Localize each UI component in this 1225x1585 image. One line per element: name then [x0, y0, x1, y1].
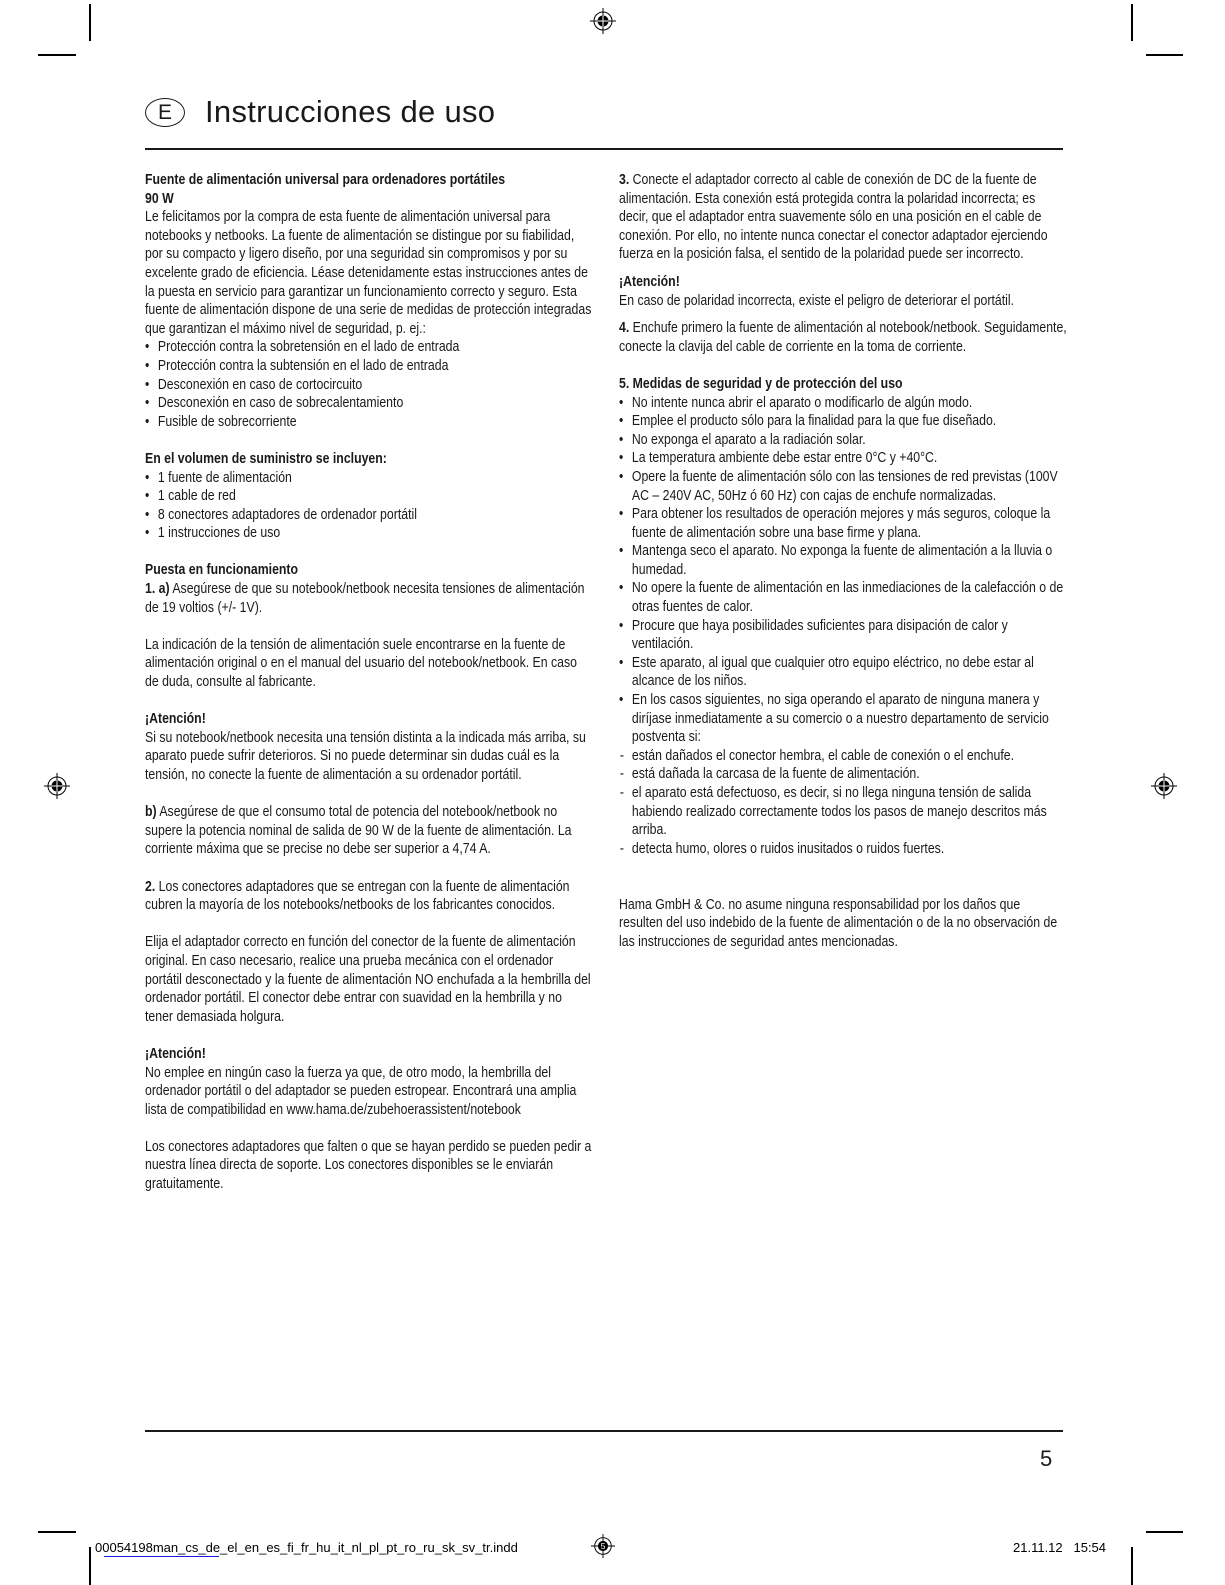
attention-text: Si su notebook/netbook necesita una tensión distinta a la indicada más arriba, su aparato puede sufrir deterioros. Si no puede determinar sin dudas cuál es la tensión, no conecte la fuente de alimentación a su ordenador portátil.: [145, 729, 586, 783]
crop-mark-top-left-horizontal: [38, 54, 76, 56]
step-2-text: Los conectores adaptadores que se entregan con la fuente de alimentación cubren la mayoría de los notebooks/netbooks de los fabricantes conocidos.: [145, 878, 570, 914]
list-item: • 8 conectores adaptadores de ordenador portátil: [145, 506, 593, 525]
step-1b-text: Asegúrese de que el consumo total de potencia del notebook/netbook no supere la potencia nominal de salida de 90 W de la fuente de alimentación. La corriente máxima que se precise no debe ser superior a 4,74 A.: [145, 804, 572, 858]
page-header: [145, 92, 495, 132]
intro-heading-line1: Fuente de alimentación universal para ordenadores portátiles: [145, 172, 506, 188]
list-item: • No intente nunca abrir el aparato o modificarlo de algún modo.: [619, 394, 1067, 413]
list-item: • En los casos siguientes, no siga operando el aparato de ninguna manera y diríjase inmediatamente a su comercio o a nuestro departamento de servicio postventa si:: [619, 691, 1067, 747]
footer-rule: [145, 1430, 1063, 1432]
missing-connectors-paragraph: Los conectores adaptadores que falten o que se hayan perdido se pueden pedir a nuestra línea directa de soporte. Los conectores disponibles se le enviarán gratuitamente.: [145, 1138, 592, 1193]
registration-page-number: 5: [600, 1541, 606, 1552]
attention-heading: ¡Atención!: [145, 711, 206, 728]
step-1b: [145, 803, 593, 859]
crop-mark-bottom-left-vertical: [89, 1547, 91, 1585]
crop-mark-bottom-right-vertical: [1131, 1547, 1133, 1585]
list-item: • La temperatura ambiente debe estar entre 0°C y +40°C.: [619, 449, 1067, 468]
crop-mark-top-right-vertical: [1131, 4, 1133, 41]
list-item: - detecta humo, olores o ruidos inusitados o ruidos fuertes.: [619, 840, 1067, 859]
step-4-label: 4.: [619, 320, 630, 337]
list-item: - están dañados el conector hembra, el cable de conexión o el enchufe.: [619, 747, 1067, 766]
language-badge: E: [145, 98, 185, 127]
page-number: 5: [1040, 1446, 1053, 1471]
fault-conditions-list: [619, 747, 1067, 859]
intro-heading-line2: 90 W: [145, 190, 174, 207]
list-item: • 1 cable de red: [145, 487, 593, 506]
attention-text: No emplee en ningún caso la fuerza ya que, de otro modo, la hembrilla del ordenador portátil o del adaptador se pueden estropear. Encontrará una amplia lista de compatibilidad en www.hama.de/zubehoerassistent/notebook: [145, 1064, 577, 1118]
list-item: • Protección contra la sobretensión en el lado de entrada: [145, 338, 593, 357]
list-item: - está dañada la carcasa de la fuente de alimentación.: [619, 765, 1067, 784]
list-item: • Protección contra la subtensión en el lado de entrada: [145, 357, 593, 376]
registration-mark-right-icon: [1151, 773, 1177, 799]
list-item: • Mantenga seco el aparato. No exponga la fuente de alimentación a la lluvia o humedad.: [619, 542, 1067, 579]
list-item: • 1 fuente de alimentación: [145, 469, 593, 488]
protection-features-list: [145, 338, 593, 431]
list-item: • Desconexión en caso de cortocircuito: [145, 376, 593, 395]
step-1b-label: b): [145, 804, 157, 821]
header-rule: [145, 148, 1063, 150]
package-contents-list: [145, 469, 593, 543]
list-item: • Procure que haya posibilidades suficientes para disipación de calor y ventilación.: [619, 617, 1067, 654]
list-item: • Fusible de sobrecorriente: [145, 413, 593, 432]
setup-heading: Puesta en funcionamiento: [145, 562, 299, 579]
list-item: • 1 instrucciones de uso: [145, 524, 593, 543]
adapter-choice-paragraph: Elija el adaptador correcto en función del conector de la fuente de alimentación original. En caso necesario, realice una prueba mecánica con el ordenador portátil desconectado y la fuente de alimentación NO enchufada a la hembrilla del ordenador portátil. El conector debe entrar con suavidad en la hembrilla y no tener demasiada holgura.: [145, 934, 591, 1025]
file-name-text: 00054198man_cs_de_el_en_es_fi_fr_hu_it_nl_pl_pt_ro_ru_sk_sv_tr.indd: [95, 1540, 518, 1555]
registration-mark-top-icon: [590, 8, 616, 34]
list-item: • Opere la fuente de alimentación sólo con las tensiones de red previstas (100V AC – 240V AC, 50Hz ó 60 Hz) con cajas de enchufe normalizadas.: [619, 468, 1067, 505]
step-4: [619, 319, 1067, 356]
attention-heading: ¡Atención!: [619, 273, 680, 290]
crop-mark-bottom-left-horizontal: [38, 1531, 76, 1533]
footer-file-name: [95, 1540, 518, 1555]
footer-date: 21.11.12: [1013, 1540, 1063, 1555]
step-1a-text: Asegúrese de que su notebook/netbook necesita tensiones de alimentación de 19 voltios (+/- 1V).: [145, 581, 585, 616]
intro-heading: [145, 171, 593, 208]
list-item: • Este aparato, al igual que cualquier otro equipo eléctrico, no debe estar al alcance de los niños.: [619, 654, 1067, 691]
left-column: [145, 171, 593, 1194]
list-item: • Desconexión en caso de sobrecalentamiento: [145, 394, 593, 413]
list-item: • Emplee el producto sólo para la finalidad para la que fue diseñado.: [619, 412, 1067, 431]
step-2-label: 2.: [145, 878, 156, 895]
voltage-note: La indicación de la tensión de alimentación suele encontrarse en la fuente de alimentación original o en el manual del usuario del notebook/netbook. En caso de duda, consulte al fabricante.: [145, 636, 577, 691]
step-2: [145, 878, 593, 915]
list-item: - el aparato está defectuoso, es decir, si no llega ninguna tensión de salida habiendo realizado correctamente todos los pasos de manejo descritos más arriba.: [619, 784, 1067, 840]
step-1a: [145, 580, 593, 617]
step-3-text: Conecte el adaptador correcto al cable de conexión de DC de la fuente de alimentación. Esta conexión está protegida contra la polaridad incorrecta; es decir, que el adaptador entra suavemente sólo en una posición en el cable de conexión. Por ello, no intente nunca conectar el conector adaptador ejerciendo fuerza en la posición falsa, el sentido de la polaridad puede ser incorrecto.: [619, 172, 1048, 263]
right-column: [619, 171, 1067, 951]
footer-timestamp: [1013, 1540, 1106, 1555]
disclaimer-paragraph: Hama GmbH & Co. no asume ninguna responsabilidad por los daños que resulten del uso indebido de la fuente de alimentación o de la no observación de las instrucciones de seguridad antes mencionadas.: [619, 896, 1058, 950]
list-item: • No opere la fuente de alimentación en las inmediaciones de la calefacción o de otras fuentes de calor.: [619, 579, 1067, 616]
page-title: Instrucciones de uso: [205, 94, 496, 129]
list-item: • Para obtener los resultados de operación mejores y más seguros, coloque la fuente de alimentación sobre una base firme y plana.: [619, 505, 1067, 542]
registration-mark-bottom-icon: [591, 1534, 615, 1558]
crop-mark-top-right-horizontal: [1146, 54, 1183, 56]
step-3-label: 3.: [619, 172, 630, 188]
step-1a-label: 1. a): [145, 581, 170, 598]
step-4-text: Enchufe primero la fuente de alimentación al notebook/netbook. Seguidamente, conecte la clavija del cable de corriente en la toma de corriente.: [619, 320, 1067, 355]
attention-heading: ¡Atención!: [145, 1045, 206, 1062]
package-heading: En el volumen de suministro se incluyen:: [145, 450, 387, 467]
footer-time: 15:54: [1073, 1540, 1107, 1555]
attention-text: En caso de polaridad incorrecta, existe el peligro de deteriorar el portátil.: [619, 292, 1015, 309]
crop-mark-top-left-vertical: [89, 4, 91, 41]
safety-list: [619, 394, 1067, 747]
registration-mark-left-icon: [44, 773, 70, 799]
list-item: • No exponga el aparato a la radiación solar.: [619, 431, 1067, 450]
step-3: [619, 171, 1067, 264]
intro-paragraph: Le felicitamos por la compra de esta fuente de alimentación universal para notebooks y netbooks. La fuente de alimentación se distingue por su fiabilidad, por su compacto y ligero diseño, por una seguridad sin compromisos y por su excelente grado de eficiencia. Léase detenidamente estas instrucciones antes de la puesta en servicio para garantizar un funcionamiento correcto y seguro. Esta fuente de alimentación dispone de una serie de medidas de protección integradas que garantizan el máximo nivel de seguridad, p. ej.:: [145, 209, 592, 337]
file-name-underline: [104, 1556, 219, 1557]
safety-heading: 5. Medidas de seguridad y de protección del uso: [619, 375, 903, 392]
crop-mark-bottom-right-horizontal: [1146, 1531, 1183, 1533]
